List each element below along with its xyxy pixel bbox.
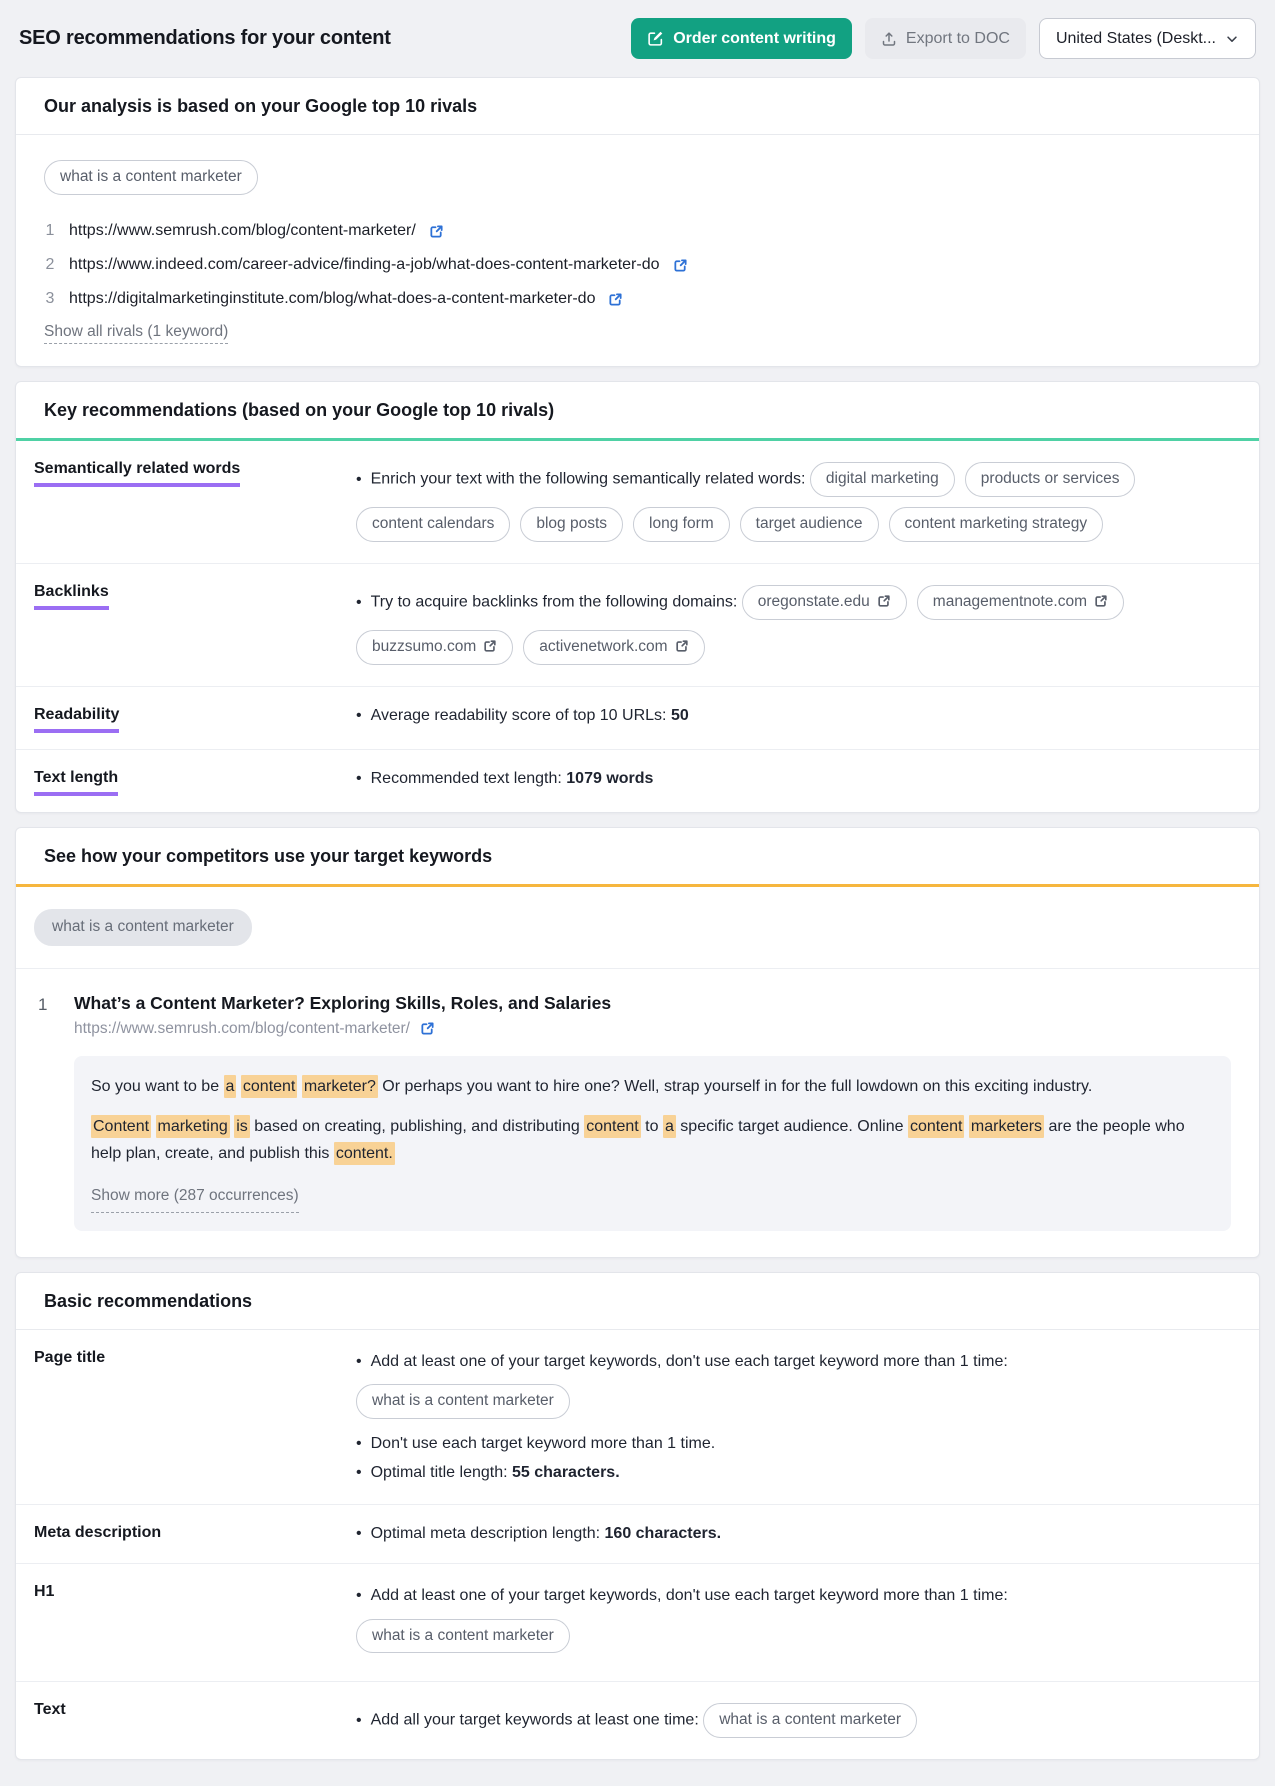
rival-url-number: 3	[45, 290, 55, 308]
order-content-writing-button[interactable]	[631, 18, 852, 59]
title-length-value: 55 characters.	[512, 1463, 620, 1481]
text-label: Text	[34, 1701, 66, 1719]
keyword-highlight: marketing	[156, 1115, 230, 1138]
readability-label: Readability	[34, 703, 356, 733]
external-link-icon[interactable]	[608, 292, 623, 307]
external-link-icon	[483, 639, 497, 653]
external-link-icon[interactable]	[429, 224, 444, 239]
external-link-icon[interactable]	[673, 258, 688, 273]
excerpt-box	[74, 1056, 1231, 1231]
keyword-highlight: content.	[334, 1142, 395, 1165]
h1-keyword-row	[356, 1614, 1231, 1659]
semantic-words-bullet: Enrich your text with the following semantically related words:	[370, 470, 806, 488]
rivals-keyword-pill[interactable]: what is a content marketer	[44, 160, 258, 195]
meta-description-row	[16, 1504, 1259, 1563]
export-button-label: Export to DOC	[905, 30, 1010, 47]
excerpt-text: to	[640, 1117, 663, 1135]
page-title-bullet-2: • Don't use each target keyword more than 1 time.	[356, 1435, 716, 1453]
h1-keyword-pill[interactable]: what is a content marketer	[356, 1619, 570, 1654]
bullet-dot: •	[356, 1352, 362, 1370]
keyword-highlight: content	[241, 1075, 297, 1098]
key-recommendations-title: Key recommendations (based on your Google top 10 rivals)	[16, 382, 1259, 441]
text-length-label: Text length	[34, 766, 356, 796]
readability-value: 50	[670, 706, 689, 724]
competitors-keyword-section	[16, 887, 1259, 969]
meta-description-label: Meta description	[34, 1524, 162, 1542]
excerpt-paragraph-1	[91, 1073, 1214, 1100]
keyword-highlight: is	[234, 1115, 250, 1138]
rivals-card	[15, 77, 1260, 367]
target-keyword-pill[interactable]: what is a content marketer	[34, 909, 252, 946]
excerpt-text	[151, 1118, 155, 1135]
keyword-highlight: marketer?	[302, 1075, 378, 1098]
text-content: • Add all your target keywords at least one time: what is a content marketer	[356, 1698, 1231, 1743]
rival-url-row	[44, 248, 1231, 282]
result-main	[74, 993, 1231, 1231]
text-length-value: 1079 words	[566, 769, 654, 787]
related-word-pill[interactable]: products or services	[965, 462, 1136, 497]
related-word-pill[interactable]: content marketing strategy	[889, 507, 1104, 542]
region-select[interactable]	[1039, 18, 1256, 59]
external-link-icon[interactable]	[420, 1021, 435, 1036]
page-title-keyword-pill[interactable]: what is a content marketer	[356, 1384, 570, 1419]
backlinks-row	[16, 563, 1259, 686]
page-title-bullet-1: • Add at least one of your target keywords, don't use each target keyword more than 1 time:	[356, 1352, 1008, 1370]
external-link-icon	[877, 594, 891, 608]
h1-row	[16, 1563, 1259, 1682]
meta-description-content: • Optimal meta description length: 160 characters.	[356, 1525, 722, 1543]
upload-icon	[881, 31, 897, 47]
backlink-domain-label: oregonstate.edu	[757, 592, 870, 610]
text-length-row	[16, 749, 1259, 812]
backlink-domain-label: managementnote.com	[932, 592, 1088, 610]
readability-bullet: Average readability score of top 10 URLs:	[370, 706, 667, 724]
key-recommendations-card	[15, 381, 1260, 813]
related-word-pill[interactable]: long form	[633, 507, 730, 542]
bullet-dot: •	[356, 470, 362, 488]
rival-url-link[interactable]: https://digitalmarketinginstitute.com/blog/what-does-a-content-marketer-do	[69, 290, 596, 308]
bullet-dot: •	[356, 769, 362, 787]
show-all-rivals-link[interactable]: Show all rivals (1 keyword)	[44, 323, 228, 344]
result-number: 1	[38, 994, 48, 1014]
rival-url-number: 1	[45, 222, 55, 240]
keyword-highlight: content	[908, 1115, 964, 1138]
bullet-dot: •	[356, 1525, 362, 1543]
result-url-link[interactable]: https://www.semrush.com/blog/content-marketer/	[74, 1019, 410, 1037]
backlink-domain-pill[interactable]	[523, 630, 704, 665]
basic-recommendations-card	[15, 1272, 1260, 1761]
region-select-value: United States (Deskt...	[1055, 30, 1216, 47]
text-row	[16, 1681, 1259, 1759]
keyword-highlight: Content	[91, 1115, 151, 1138]
backlinks-label: Backlinks	[34, 580, 356, 670]
excerpt-text: are the people who help plan, create, and publish this	[91, 1117, 1185, 1163]
bullet-dot: •	[356, 1586, 362, 1604]
competitor-result	[16, 969, 1259, 1257]
text-length-bullet: Recommended text length:	[370, 769, 562, 787]
text-keyword-pill[interactable]: what is a content marketer	[703, 1703, 917, 1738]
rival-url-link[interactable]: https://www.semrush.com/blog/content-marketer/	[69, 222, 416, 240]
text-length-content	[356, 766, 1231, 796]
chevron-down-icon	[1225, 32, 1239, 46]
related-word-pill[interactable]: digital marketing	[810, 462, 955, 497]
semantic-words-row	[16, 441, 1259, 563]
backlinks-content	[356, 580, 1231, 670]
backlink-domain-label: activenetwork.com	[539, 637, 668, 655]
keyword-highlight: marketers	[969, 1115, 1044, 1138]
keyword-highlight: a	[224, 1075, 237, 1098]
bullet-dot: •	[356, 593, 362, 611]
result-url-row	[74, 1020, 1231, 1038]
rivals-url-list	[44, 214, 1231, 316]
meta-length-value: 160 characters.	[604, 1525, 722, 1543]
h1-content	[356, 1580, 1231, 1666]
keyword-highlight: a	[663, 1115, 676, 1138]
excerpt-text: based on creating, publishing, and distributing	[249, 1117, 585, 1135]
keyword-highlight: content	[584, 1115, 640, 1138]
related-word-pill[interactable]: target audience	[740, 507, 879, 542]
page-title-bullet-3: • Optimal title length: 55 characters.	[356, 1463, 620, 1481]
backlink-domain-pill[interactable]	[742, 585, 907, 620]
order-button-label: Order content writing	[673, 30, 836, 47]
rivals-card-body	[16, 135, 1259, 366]
rival-url-row	[44, 214, 1231, 248]
export-to-doc-button[interactable]	[865, 18, 1026, 59]
show-more-link[interactable]: Show more (287 occurrences)	[91, 1183, 299, 1212]
excerpt-paragraph-2	[91, 1113, 1214, 1167]
backlink-domain-label: buzzsumo.com	[372, 637, 477, 655]
page-title: SEO recommendations for your content	[19, 27, 391, 50]
competitors-card	[15, 827, 1260, 1258]
external-link-icon	[675, 639, 689, 653]
excerpt-text: So you want to be	[91, 1077, 224, 1095]
backlinks-bullet: Try to acquire backlinks from the following domains:	[370, 593, 738, 611]
result-title: What’s a Content Marketer? Exploring Skills, Roles, and Salaries	[74, 992, 612, 1013]
bullet-dot: •	[356, 706, 362, 724]
rival-url-row	[44, 282, 1231, 316]
page-title-content	[356, 1346, 1231, 1489]
related-word-pill[interactable]: blog posts	[520, 507, 623, 542]
bullet-dot: •	[356, 1712, 362, 1730]
rivals-card-title: Our analysis is based on your Google top 10 rivals	[16, 78, 1259, 135]
bullet-dot: •	[356, 1463, 362, 1481]
excerpt-text: specific target audience. Online	[675, 1117, 908, 1135]
h1-bullet: • Add at least one of your target keywords, don't use each target keyword more than 1 time:	[356, 1586, 1008, 1604]
h1-label: H1	[34, 1582, 55, 1600]
external-link-icon	[1094, 594, 1108, 608]
page-title-row	[16, 1330, 1259, 1505]
readability-row	[16, 686, 1259, 749]
related-word-pill[interactable]: content calendars	[356, 507, 510, 542]
bullet-dot: •	[356, 1435, 362, 1453]
topbar	[15, 10, 1260, 77]
rival-url-link[interactable]: https://www.indeed.com/career-advice/finding-a-job/what-does-content-marketer-do	[69, 256, 660, 274]
page-title-keyword-row	[356, 1379, 1231, 1424]
excerpt-text: Or perhaps you want to hire one? Well, strap yourself in for the full lowdown on this exciting industry.	[377, 1077, 1093, 1095]
competitors-card-title: See how your competitors use your target keywords	[16, 828, 1259, 887]
edit-icon	[647, 30, 664, 47]
topbar-actions	[631, 18, 1256, 59]
readability-content	[356, 703, 1231, 733]
basic-recommendations-title: Basic recommendations	[16, 1273, 1259, 1330]
backlink-domain-pill[interactable]	[917, 585, 1124, 620]
rival-url-number: 2	[45, 256, 55, 274]
backlink-domain-pill[interactable]	[356, 630, 513, 665]
semantic-words-label: Semantically related words	[34, 457, 356, 547]
semantic-words-content	[356, 457, 1231, 547]
page-title-label: Page title	[34, 1348, 106, 1366]
